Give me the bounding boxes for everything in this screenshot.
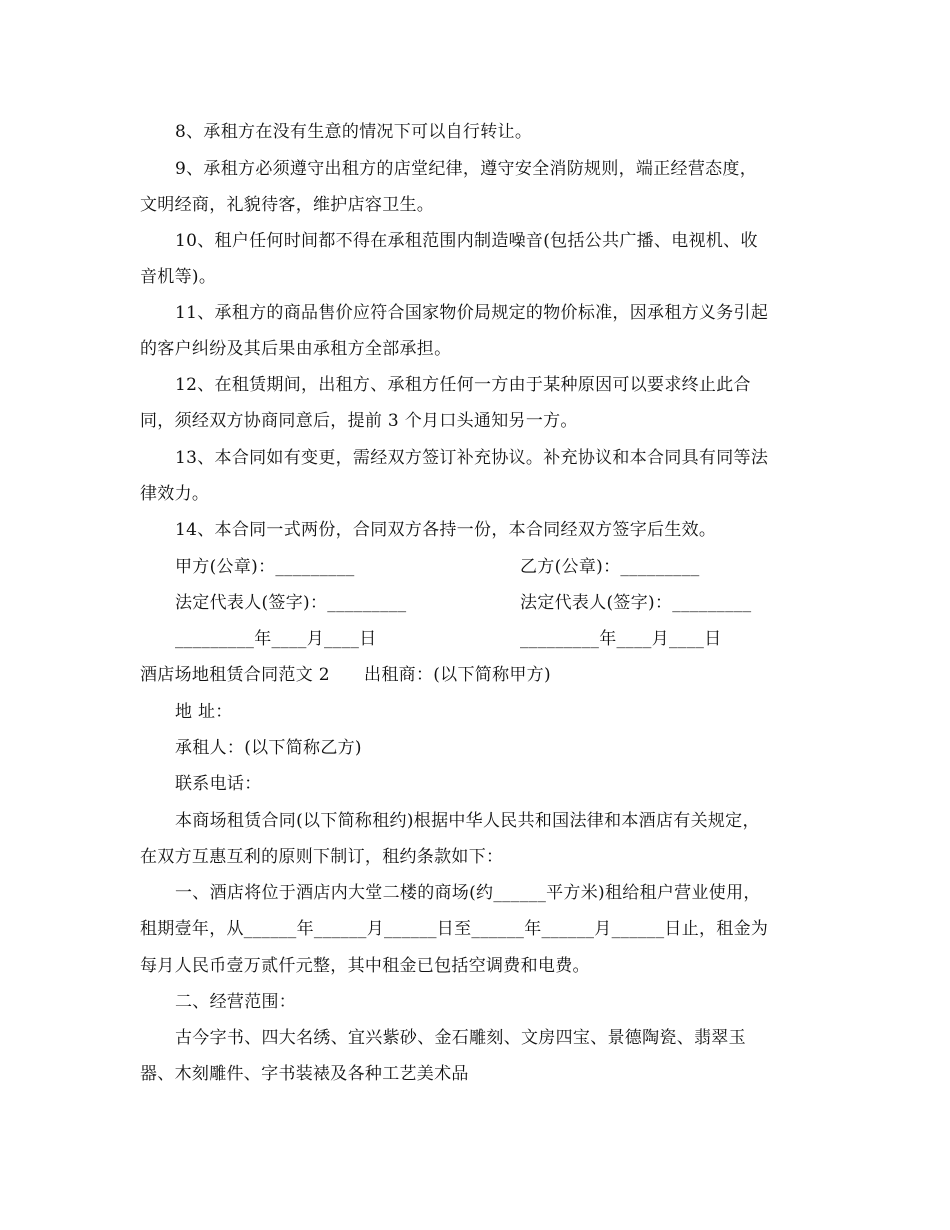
clause-11-line-1: 11、承租方的商品售价应符合国家物价局规定的物价标准，因承租方义务引起 xyxy=(175,303,769,323)
article-1-line-2: 租期壹年，从______年______月______日至______年______月______日止，租金为 xyxy=(140,919,769,939)
intro-line-2: 在双方互惠互利的原则下制订，租约条款如下： xyxy=(140,847,504,867)
clause-10-line-1: 10、租户任何时间都不得在承租范围内制造噪音(包括公共广播、电视机、收 xyxy=(175,231,758,251)
clause-13-line-2: 律效力。 xyxy=(140,484,210,504)
phone-line: 联系电话： xyxy=(175,774,262,794)
clause-12-line-2: 同，须经双方协商同意后，提前 3 个月口头通知另一方。 xyxy=(140,411,578,431)
article-2-line-2: 器、木刻雕件、字书装裱及各种工艺美术品 xyxy=(140,1064,469,1084)
article-2-line-1: 古今字书、四大名绣、宜兴紫砂、金石雕刻、文房四宝、景德陶瓷、翡翠玉 xyxy=(175,1028,746,1048)
party-a-date: _________年____月____日 xyxy=(175,629,377,649)
party-b-representative: 法定代表人(签字)：_________ xyxy=(520,593,752,613)
address-line: 地 址： xyxy=(175,702,233,722)
clause-14: 14、本合同一式两份，合同双方各持一份，本合同经双方签字后生效。 xyxy=(175,520,717,540)
article-1-line-1: 一、酒店将位于酒店内大堂二楼的商场(约______平方米)租给租户营业使用， xyxy=(175,883,761,903)
clause-13-line-1: 13、本合同如有变更，需经双方签订补充协议。补充协议和本合同具有同等法 xyxy=(175,448,769,468)
clause-8: 8、承租方在没有生意的情况下可以自行转让。 xyxy=(175,122,533,142)
article-2-title: 二、经营范围： xyxy=(175,992,297,1012)
party-b-seal: 乙方(公章)：_________ xyxy=(520,557,700,577)
second-contract-title: 酒店场地租赁合同范文 2 出租商：(以下简称甲方) xyxy=(140,665,551,685)
party-a-seal: 甲方(公章)：_________ xyxy=(175,557,355,577)
party-a-representative: 法定代表人(签字)：_________ xyxy=(175,593,407,613)
clause-11-line-2: 的客户纠纷及其后果由承租方全部承担。 xyxy=(140,339,452,359)
article-1-line-3: 每月人民币壹万贰仟元整，其中租金已包括空调费和电费。 xyxy=(140,956,590,976)
clause-12-line-1: 12、在租赁期间，出租方、承租方任何一方由于某种原因可以要求终止此合 xyxy=(175,375,751,395)
clause-10-line-2: 音机等)。 xyxy=(140,267,217,287)
intro-line-1: 本商场租赁合同(以下简称租约)根据中华人民共和国法律和本酒店有关规定， xyxy=(175,811,760,831)
clause-9-line-2: 文明经商，礼貌待客，维护店容卫生。 xyxy=(140,195,435,215)
lessee-line: 承租人：(以下简称乙方) xyxy=(175,738,362,758)
party-b-date: _________年____月____日 xyxy=(520,629,722,649)
clause-9-line-1: 9、承租方必须遵守出租方的店堂纪律，遵守安全消防规则，端正经营态度， xyxy=(175,159,758,179)
